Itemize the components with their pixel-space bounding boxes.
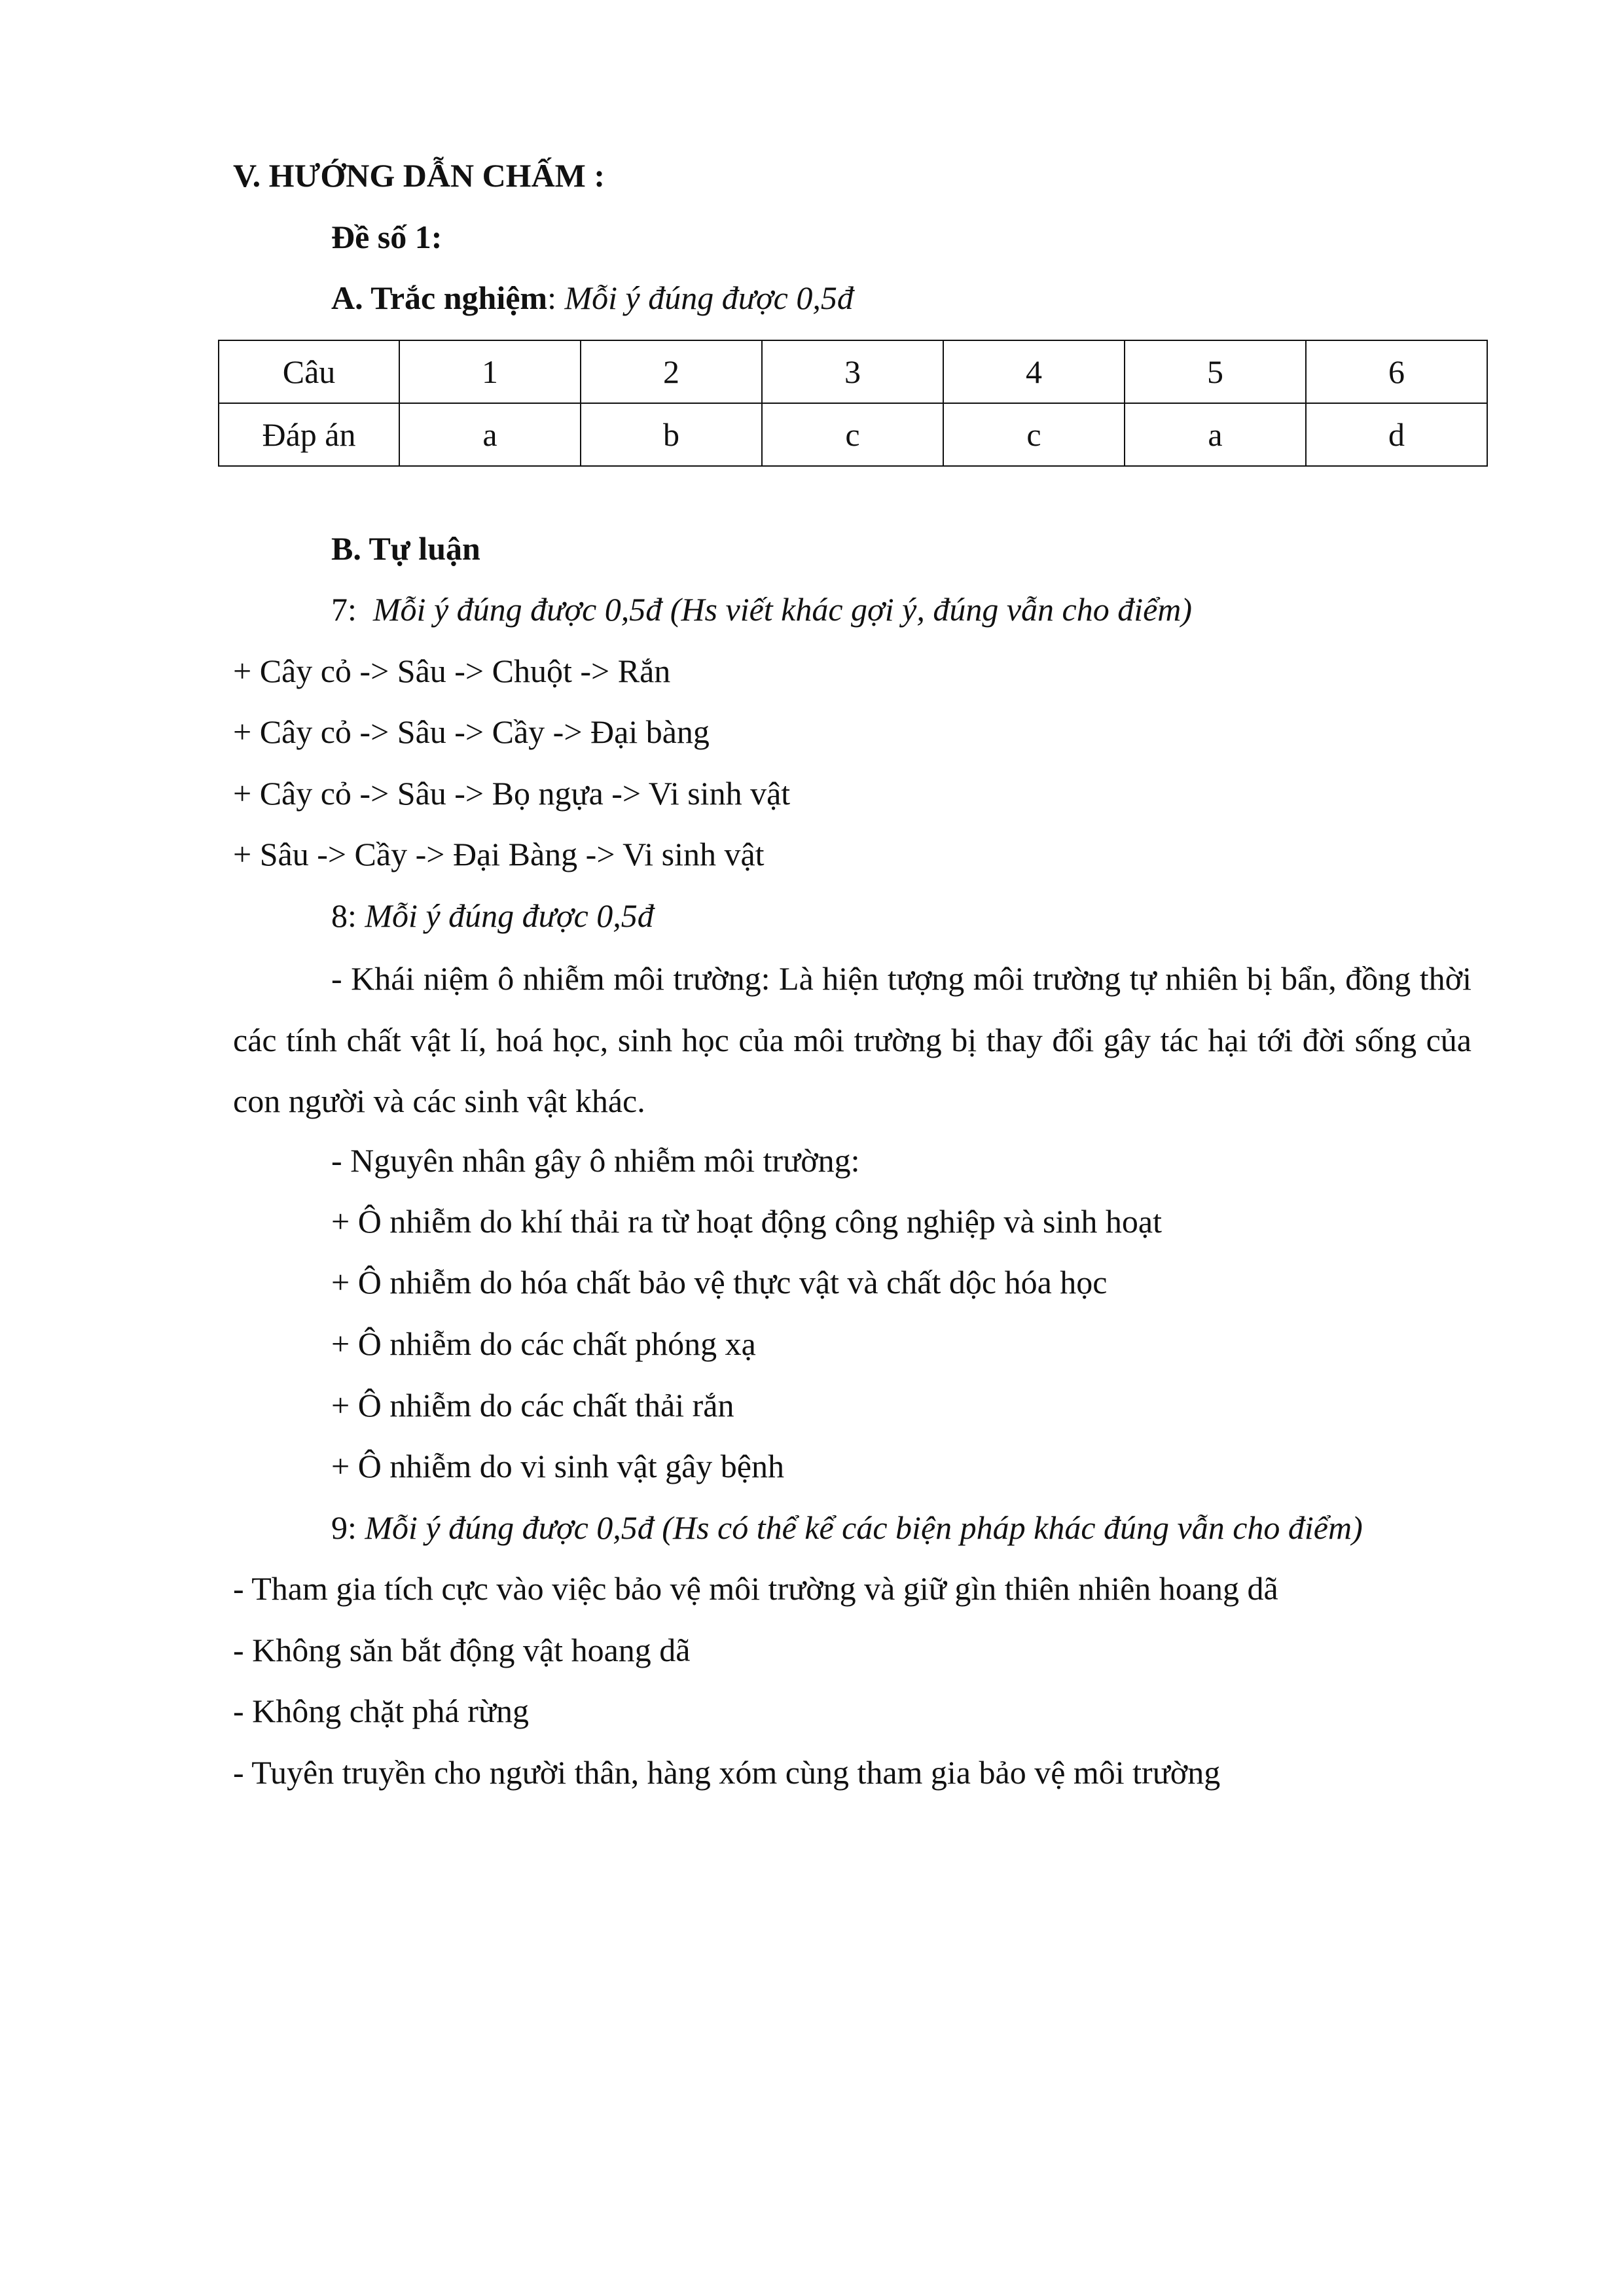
table-cell: b: [581, 403, 762, 466]
exam-number: Đề số 1:: [331, 219, 442, 255]
list-item: - Tuyên truyền cho người thân, hàng xóm cùng tham gia bảo vệ môi trường: [233, 1754, 1221, 1791]
q7-heading: [331, 590, 1192, 629]
q7-note: Mỗi ý đúng được 0,5đ (Hs viết khác gợi ý, đúng vẫn cho điểm): [372, 591, 1193, 628]
q9-number: 9:: [331, 1509, 357, 1546]
table-cell: 6: [1306, 340, 1487, 403]
table-cell: 4: [943, 340, 1125, 403]
q7-number: 7:: [331, 591, 357, 628]
list-item: + Sâu -> Cầy -> Đại Bàng -> Vi sinh vật: [233, 836, 765, 872]
table-cell: a: [399, 403, 581, 466]
part-a-separator: :: [547, 279, 556, 316]
list-item: + Ô nhiễm do vi sinh vật gây bệnh: [331, 1448, 784, 1484]
part-a-note: Mỗi ý đúng được 0,5đ: [564, 279, 854, 316]
table-cell: 3: [762, 340, 943, 403]
table-cell: 5: [1125, 340, 1306, 403]
table-cell: 1: [399, 340, 581, 403]
table-cell: c: [762, 403, 943, 466]
list-item: + Ô nhiễm do khí thải ra từ hoạt động công nghiệp và sinh hoạt: [331, 1203, 1162, 1240]
q8-heading: [331, 896, 654, 935]
part-a-heading: [331, 278, 854, 317]
list-item: + Cây cỏ -> Sâu -> Chuột -> Rắn: [233, 653, 671, 689]
table-cell: Câu: [219, 340, 399, 403]
list-item: + Ô nhiễm do các chất phóng xạ: [331, 1325, 756, 1362]
part-a-label: A. Trắc nghiệm: [331, 279, 548, 316]
list-item: + Cây cỏ -> Sâu -> Cầy -> Đại bàng: [233, 713, 710, 750]
answer-table: [218, 340, 1488, 467]
list-item: + Ô nhiễm do các chất thải rắn: [331, 1387, 734, 1424]
table-cell: c: [943, 403, 1125, 466]
table-cell: Đáp án: [219, 403, 399, 466]
table-cell: d: [1306, 403, 1487, 466]
q8-note: Mỗi ý đúng được 0,5đ: [365, 897, 654, 934]
list-item: - Không săn bắt động vật hoang dã: [233, 1632, 691, 1668]
q8-number: 8:: [331, 897, 357, 934]
table-row-answer: [219, 403, 1487, 466]
q8-concept: - Khái niệm ô nhiễm môi trường: Là hiện tượng môi trường tự nhiên bị bẩn, đồng thời các tính chất vật lí, hoá học, sinh học của môi trường bị thay đổi gây tác hại tới đời sống của con người và các sinh vật khác.: [233, 960, 1471, 1119]
q9-note: Mỗi ý đúng được 0,5đ (Hs có thể kể các biện pháp khác đúng vẫn cho điểm): [365, 1509, 1363, 1546]
q8-concept-paragraph: [233, 948, 1471, 1132]
table-cell: a: [1125, 403, 1306, 466]
part-b-heading: B. Tự luận: [331, 530, 480, 567]
table-cell: 2: [581, 340, 762, 403]
list-item: - Tham gia tích cực vào việc bảo vệ môi trường và giữ gìn thiên nhiên hoang dã: [233, 1570, 1278, 1607]
q8-causes-title: - Nguyên nhân gây ô nhiễm môi trường:: [331, 1142, 860, 1179]
list-item: + Ô nhiễm do hóa chất bảo vệ thực vật và chất dộc hóa học: [331, 1264, 1108, 1300]
list-item: + Cây cỏ -> Sâu -> Bọ ngựa -> Vi sinh vật: [233, 775, 791, 812]
table-row-question: [219, 340, 1487, 403]
list-item: - Không chặt phá rừng: [233, 1693, 529, 1729]
section-heading: V. HƯỚNG DẪN CHẤM :: [233, 157, 605, 194]
q9-heading: [331, 1508, 1363, 1547]
